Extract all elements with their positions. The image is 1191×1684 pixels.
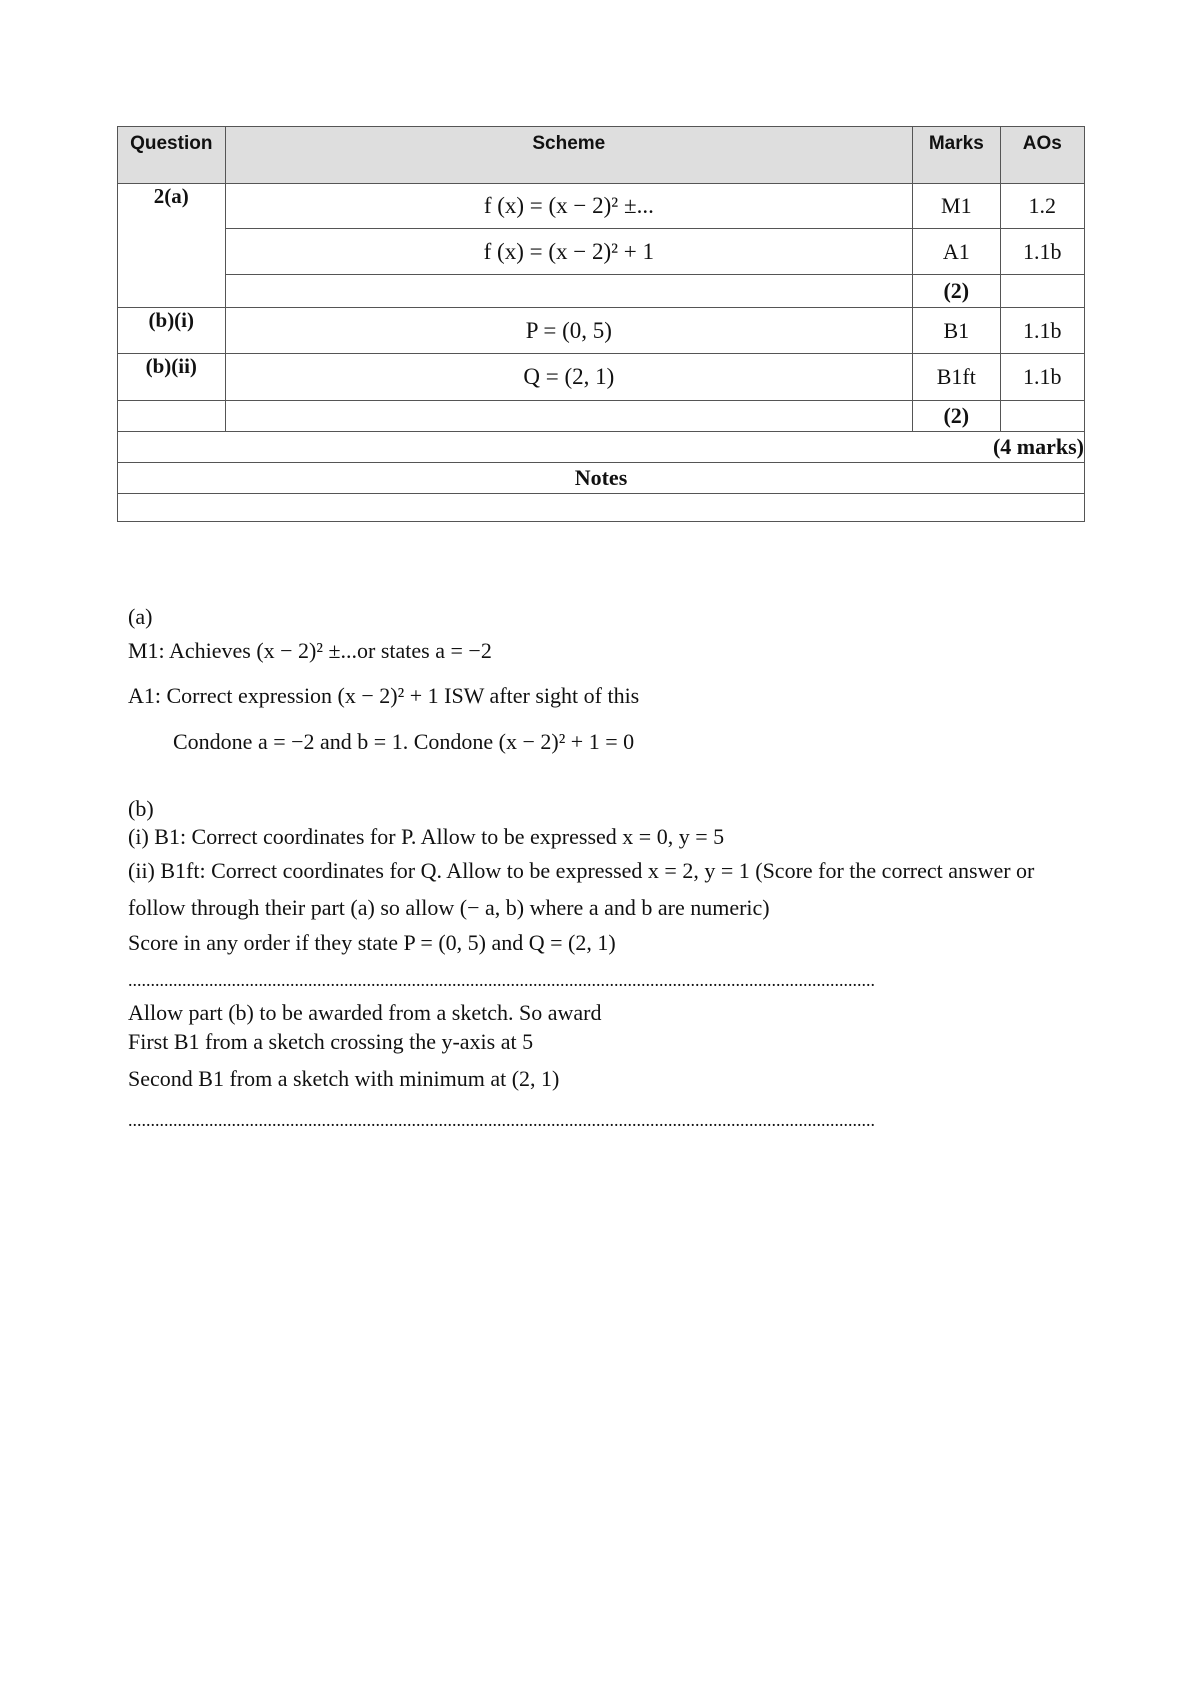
empty-cell — [118, 494, 1085, 522]
aos-cell: 1.1b — [1000, 229, 1084, 275]
dotted-separator: ...................................................................................................................................................................... — [128, 970, 875, 990]
note-a1: A1: Correct expression (x − 2)² + 1 ISW after sight of this — [128, 683, 640, 708]
note-m1: M1: Achieves (x − 2)² ±...or states a = −2 — [128, 638, 492, 663]
header-marks: Marks — [913, 127, 1000, 184]
header-question: Question — [118, 127, 226, 184]
table-row — [118, 229, 1085, 275]
table-row — [118, 275, 1085, 308]
mark-scheme-table — [117, 126, 1085, 522]
aos-cell: 1.1b — [1000, 308, 1084, 354]
marks-cell: B1 — [913, 308, 1000, 354]
marks-cell: M1 — [913, 184, 1000, 229]
notes-part-a-label: (a) — [128, 604, 153, 629]
note-sketch-line3: Second B1 from a sketch with minimum at (2, 1) — [128, 1066, 560, 1091]
note-bii-line1: (ii) B1ft: Correct coordinates for Q. Allow to be expressed x = 2, y = 1 (Score for the correct answer or — [128, 858, 1035, 883]
notes-heading: Notes — [118, 463, 1085, 494]
aos-cell — [1000, 401, 1084, 432]
notes-part-b-label: (b) — [128, 796, 154, 821]
total-marks: (4 marks) — [118, 432, 1085, 463]
marks-subtotal-cell: (2) — [913, 275, 1000, 308]
note-any-order: Score in any order if they state P = (0, 5) and Q = (2, 1) — [128, 930, 616, 955]
question-cell: 2(a) — [118, 184, 226, 308]
total-row — [118, 432, 1085, 463]
table-row — [118, 401, 1085, 432]
notes-heading-row — [118, 463, 1085, 494]
question-cell — [118, 401, 226, 432]
header-aos: AOs — [1000, 127, 1084, 184]
marks-cell: A1 — [913, 229, 1000, 275]
note-condone: Condone a = −2 and b = 1. Condone (x − 2)² + 1 = 0 — [173, 729, 635, 754]
empty-row — [118, 494, 1085, 522]
scheme-cell — [225, 401, 913, 432]
scheme-cell: f (x) = (x − 2)² ±... — [225, 184, 913, 229]
table-row — [118, 354, 1085, 401]
aos-cell: 1.1b — [1000, 354, 1084, 401]
question-cell: (b)(i) — [118, 308, 226, 354]
marks-subtotal-cell: (2) — [913, 401, 1000, 432]
note-bi: (i) B1: Correct coordinates for P. Allow to be expressed x = 0, y = 5 — [128, 824, 725, 849]
question-cell: (b)(ii) — [118, 354, 226, 401]
scheme-cell: f (x) = (x − 2)² + 1 — [225, 229, 913, 275]
aos-cell — [1000, 275, 1084, 308]
header-scheme: Scheme — [225, 127, 913, 184]
table-row — [118, 184, 1085, 229]
table-row — [118, 308, 1085, 354]
note-sketch-line2: First B1 from a sketch crossing the y-axis at 5 — [128, 1029, 534, 1054]
header-row — [118, 127, 1085, 184]
note-bii-line2: follow through their part (a) so allow (− a, b) where a and b are numeric) — [128, 895, 770, 920]
aos-cell: 1.2 — [1000, 184, 1084, 229]
scheme-cell: Q = (2, 1) — [225, 354, 913, 401]
marks-cell: B1ft — [913, 354, 1000, 401]
note-sketch-line1: Allow part (b) to be awarded from a sketch. So award — [128, 1000, 602, 1025]
scheme-cell: P = (0, 5) — [225, 308, 913, 354]
dotted-separator: ...................................................................................................................................................................... — [128, 1110, 875, 1130]
scheme-cell — [225, 275, 913, 308]
